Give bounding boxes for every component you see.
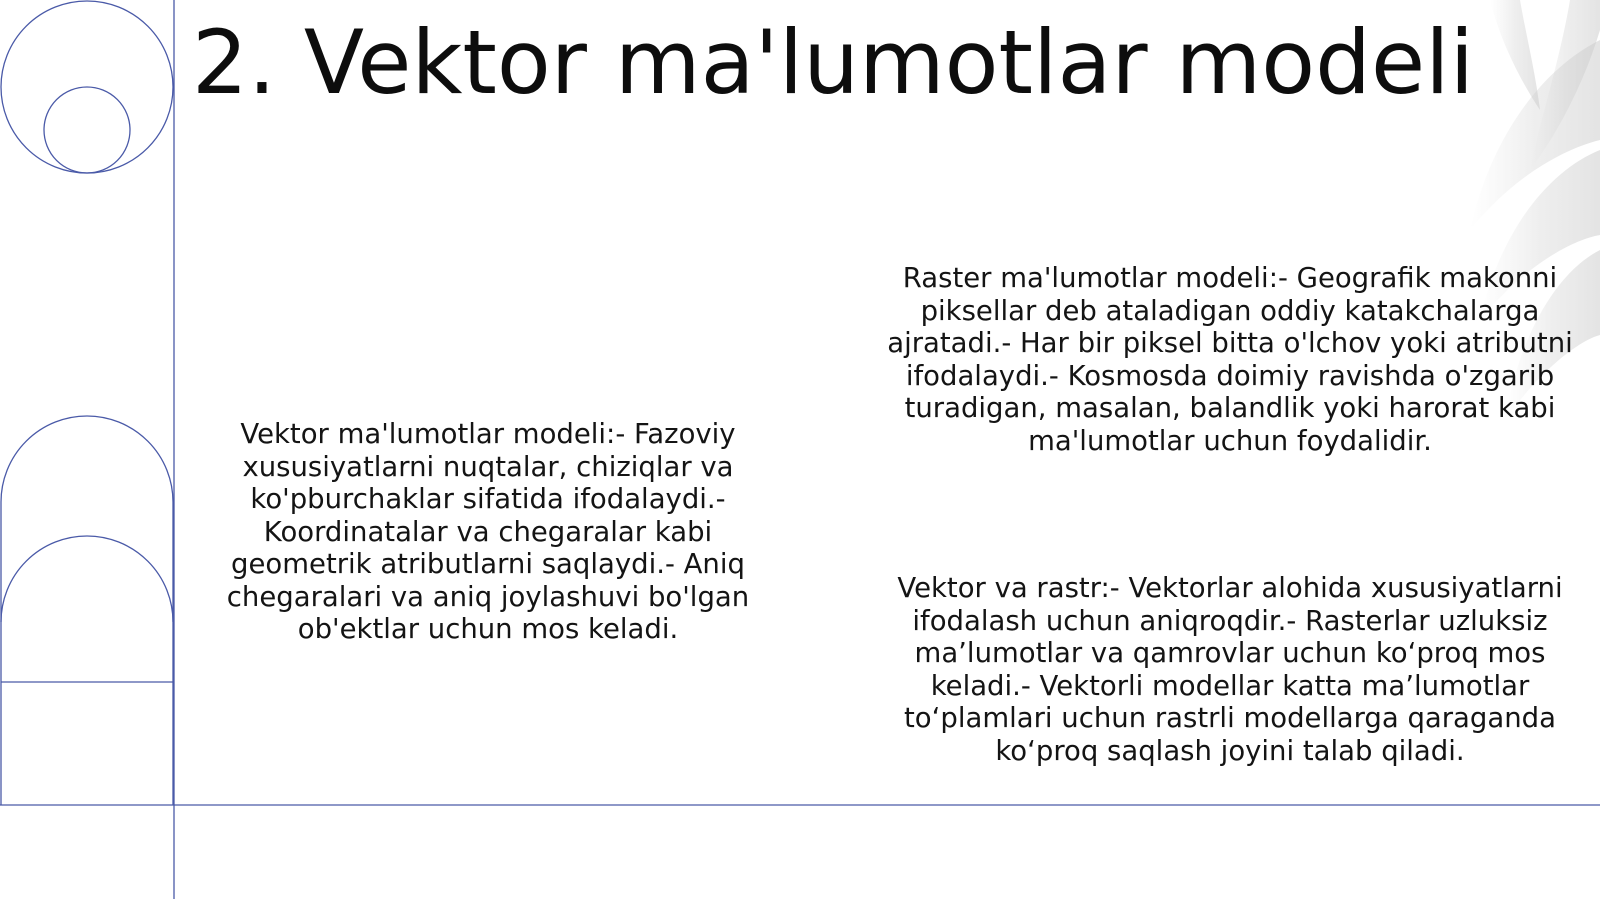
outer-arch <box>1 416 173 805</box>
slide-title: 2. Vektor ma'lumotlar modeli <box>192 11 1475 114</box>
vector-vs-raster-comparison: Vektor va rastr:- Vektorlar alohida xususiyatlarni ifodalash uchun aniqroqdir.- Rasterlar uzluksiz ma’lumotlar va qamrovlar uchun ko‘proq mos keladi.- Vektorli modellar katta ma’lumotlar to‘plamlari uchun rastrli modellarga qaraganda ko‘proq saqlash joyini talab qiladi. <box>897 572 1563 767</box>
small-outline-circle <box>44 87 130 173</box>
vector-model-description: Vektor ma'lumotlar modeli:- Fazoviy xususiyatlarni nuqtalar, chiziqlar va ko'pburchaklar sifatida ifodalaydi.- Koordinatalar va chegaralar kabi geometrik atributlarni saqlaydi.- Aniq chegaralari va aniq joylashuvi bo'lgan ob'ektlar uchun mos keladi. <box>226 418 750 645</box>
inner-arch <box>1 536 173 622</box>
raster-model-description: Raster ma'lumotlar modeli:- Geografik makonni piksellar deb ataladigan oddiy katakchalarga ajratadi.- Har bir piksel bitta o'lchov yoki atributni ifodalaydi.- Kosmosda doimiy ravishda o'zgarib turadigan, masalan, balandlik yoki harorat kabi ma'lumotlar uchun foydalidir. <box>887 262 1573 457</box>
